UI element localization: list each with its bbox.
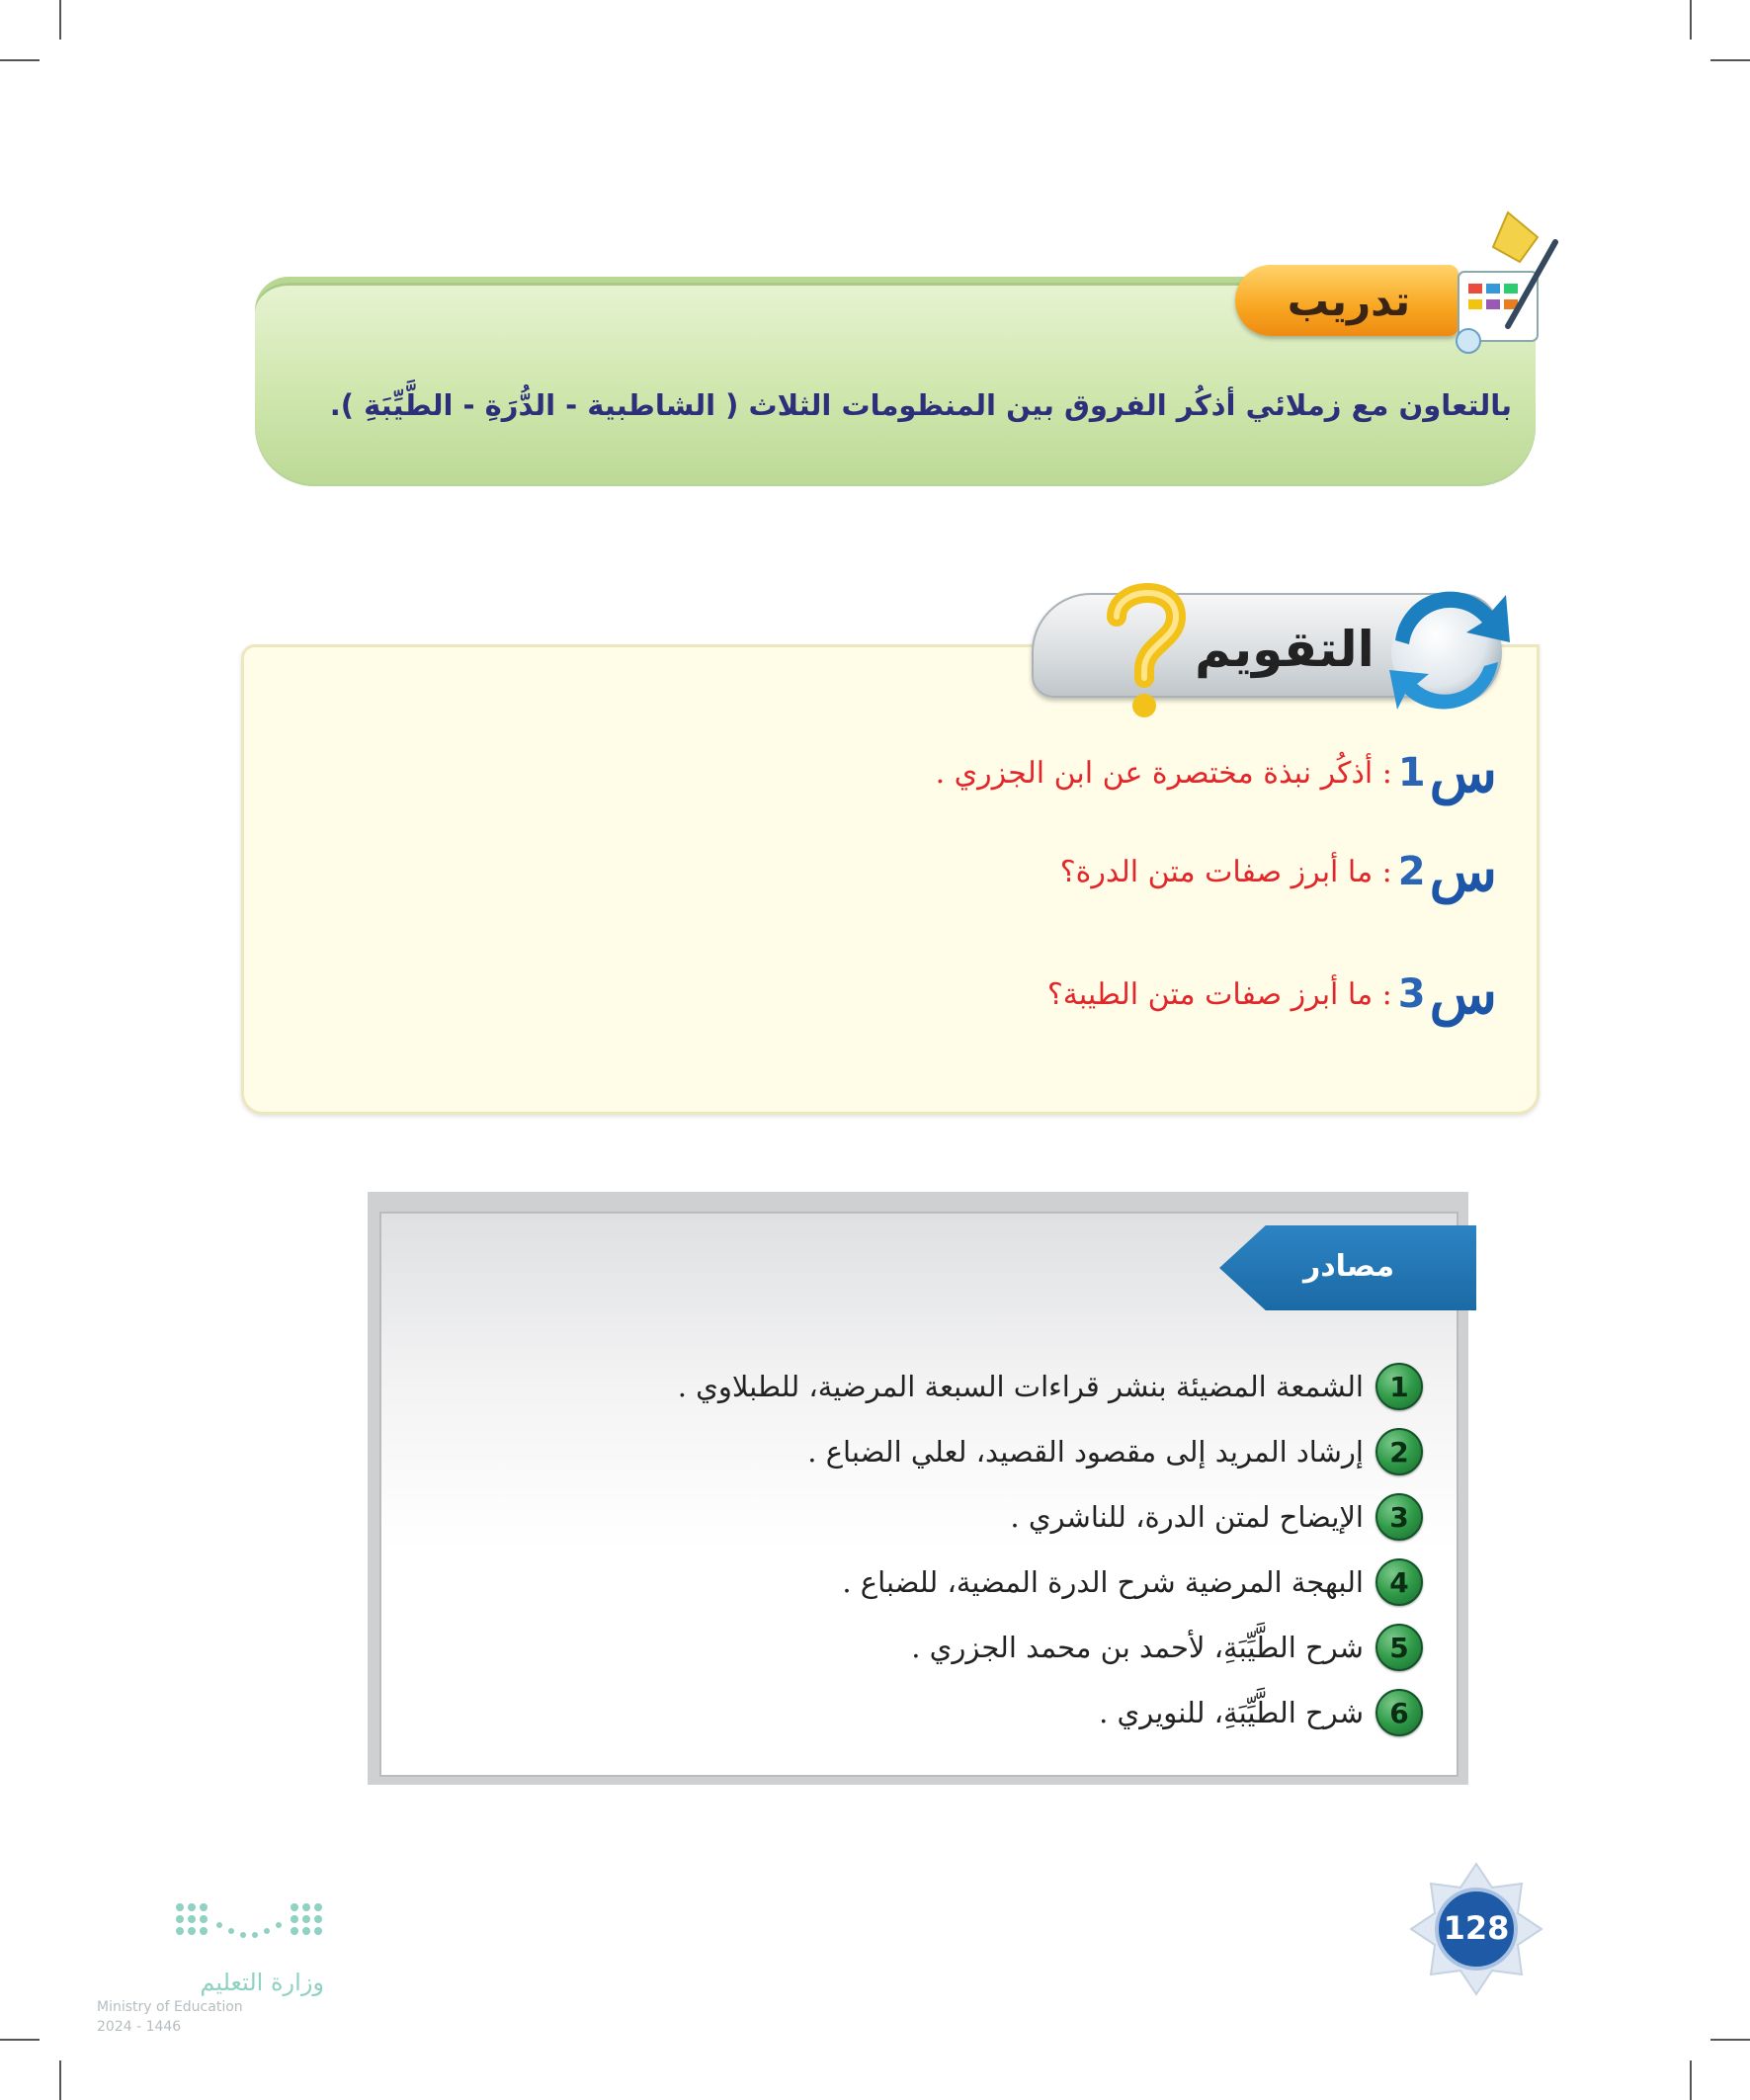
- question-badge: س: [1429, 839, 1497, 904]
- list-item: [553, 1550, 1423, 1615]
- ministry-logo: [97, 1897, 324, 2038]
- question-number: 2: [1397, 849, 1426, 894]
- crop-mark: [1710, 2039, 1750, 2041]
- source-text: الإيضاح لمتن الدرة، للناشري .: [1010, 1500, 1364, 1534]
- crop-mark: [0, 59, 40, 61]
- source-text: الشمعة المضيئة بنشر قراءات السبعة المرضية، للطبلاوي .: [677, 1370, 1364, 1403]
- ministry-name-en: Ministry of Education: [97, 1999, 243, 2015]
- source-text: شرح الطَّيِّبَةِ، للنويري .: [1099, 1696, 1364, 1729]
- question-text: : ما أبرز صفات متن الدرة؟: [1059, 854, 1392, 889]
- list-number: 4: [1375, 1558, 1423, 1606]
- list-number: 6: [1375, 1689, 1423, 1736]
- question-number: 3: [1397, 971, 1426, 1017]
- question-row: [553, 839, 1497, 904]
- notebook-pen-icon: [1439, 203, 1567, 361]
- refresh-globe-icon: [1375, 571, 1524, 719]
- list-item: [553, 1615, 1423, 1680]
- source-text: البهجة المرضية شرح الدرة المضية، للضباع .: [842, 1565, 1364, 1599]
- question-badge: س: [1429, 962, 1497, 1027]
- question-text: : أذكُر نبذة مختصرة عن ابن الجزري .: [935, 755, 1392, 791]
- list-item: [553, 1484, 1423, 1550]
- crop-mark: [1710, 59, 1750, 61]
- crop-mark: [0, 2039, 40, 2041]
- question-mark-icon: [1087, 575, 1196, 723]
- ministry-year: 2024 - 1446: [97, 2019, 182, 2035]
- list-number: 3: [1375, 1493, 1423, 1541]
- list-item: [553, 1354, 1423, 1419]
- crop-mark: [59, 0, 61, 40]
- source-text: شرح الطَّيِّبَةِ، لأحمد بن محمد الجزري .: [911, 1631, 1364, 1664]
- crop-mark: [1690, 2060, 1692, 2100]
- list-number: 1: [1375, 1363, 1423, 1410]
- ministry-dots-icon: [170, 1897, 328, 1947]
- ministry-name-ar: وزارة التعليم: [200, 1969, 324, 1996]
- sources-title: مصادر: [1302, 1249, 1395, 1284]
- crop-mark: [59, 2060, 61, 2100]
- training-instruction: بالتعاون مع زملائي أذكُر الفروق بين المنظومات الثلاث ( الشاطبية - الدُّرَةِ - الطَّيِّبَةِ ).: [329, 388, 1512, 422]
- question-row: [553, 740, 1497, 805]
- crop-mark: [1690, 0, 1692, 40]
- question-text: : ما أبرز صفات متن الطيبة؟: [1046, 976, 1392, 1012]
- sources-list: [553, 1354, 1423, 1745]
- question-badge: س: [1429, 740, 1497, 805]
- source-text: إرشاد المريد إلى مقصود القصيد، لعلي الضباع .: [807, 1435, 1364, 1469]
- list-item: [553, 1680, 1423, 1745]
- list-number: 2: [1375, 1428, 1423, 1475]
- list-item: [553, 1419, 1423, 1484]
- evaluation-title: التقويم: [1195, 621, 1375, 678]
- question-number: 1: [1397, 750, 1426, 796]
- training-title: تدريب: [1287, 277, 1411, 325]
- question-row: [553, 962, 1497, 1027]
- page-number: 128: [1443, 1909, 1510, 1947]
- list-number: 5: [1375, 1624, 1423, 1671]
